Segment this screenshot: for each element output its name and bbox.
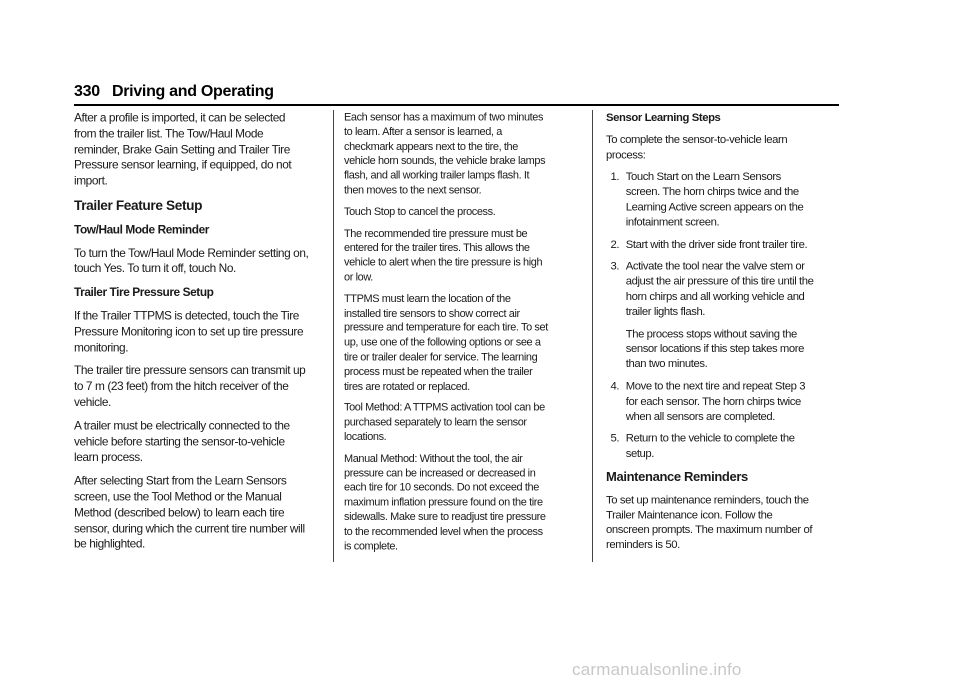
step-number: 4. — [610, 379, 620, 393]
column-left — [74, 110, 310, 560]
paragraph: The trailer tire pressure sensors can transmit up to 7 m (23 feet) from the hitch receiver of the vehicle. — [74, 364, 306, 409]
column-middle — [344, 110, 549, 560]
paragraph: After selecting Start from the Learn Sensors screen, use the Tool Method or the Manual Method (described below) to learn each tire sensor, during which the current tire number will be highlighted. — [74, 474, 305, 551]
list-item — [606, 379, 817, 424]
paragraph: Tool Method: A TTPMS activation tool can be purchased separately to learn the sensor locations. — [344, 401, 545, 443]
column-divider — [592, 110, 593, 562]
step-text: Touch Start on the Learn Sensors screen. The horn chirps twice and the Learning Active screen appears on the infotainment screen. — [625, 170, 804, 229]
list-item — [606, 431, 817, 461]
list-item — [606, 237, 817, 252]
step-number: 1. — [610, 170, 620, 183]
steps-list — [606, 169, 817, 461]
paragraph: Touch Stop to cancel the process. — [344, 205, 496, 218]
paragraph: To turn the Tow/Haul Mode Reminder setting on, touch Yes. To turn it off, touch No. — [74, 246, 309, 276]
paragraph: To complete the sensor-to-vehicle learn process: — [606, 133, 788, 161]
step-text: Move to the next tire and repeat Step 3 for each sensor. The horn chirps twice when all sensors are completed. — [625, 379, 806, 423]
page-number: 330 — [74, 83, 100, 100]
heading-maintenance-reminders: Maintenance Reminders — [606, 470, 748, 485]
step-note: The process stops without saving the sensor locations if this step takes more than two minutes. — [625, 327, 805, 370]
column-divider — [333, 110, 334, 562]
subheading-tow-haul: Tow/Haul Mode Reminder — [74, 222, 209, 237]
paragraph: After a profile is imported, it can be selected from the trailer list. The Tow/Haul Mode reminder, Brake Gain Setting and Trailer Tire Pressure sensor learning, if equipped, do not import. — [74, 110, 292, 188]
step-text: Return to the vehicle to complete the setup. — [625, 431, 795, 460]
column-right — [606, 110, 817, 560]
paragraph: Each sensor has a maximum of two minutes to learn. After a sensor is learned, a checkmark appears next to the tire, the vehicle horn sounds, the vehicle brake lamps flash, and all working trailer lamps flash. It then moves to the next sensor. — [344, 110, 546, 197]
paragraph: To set up maintenance reminders, touch the Trailer Maintenance icon. Follow the onscreen prompts. The maximum number of reminders is 50. — [606, 493, 813, 551]
paragraph: TTPMS must learn the location of the installed tire sensors to show correct air pressure and temperature for each tire. To set up, use one of the following options or see a tire or trailer dealer for service. The learning process must be repeated when the trailer tires are rotated or replaced. — [344, 292, 548, 393]
step-number: 3. — [610, 259, 620, 273]
subheading-sensor-learning-steps: Sensor Learning Steps — [606, 110, 721, 124]
heading-trailer-feature-setup: Trailer Feature Setup — [74, 198, 203, 214]
step-number: 2. — [610, 237, 620, 251]
section-title: Driving and Operating — [112, 83, 274, 100]
list-item — [606, 169, 817, 229]
step-number: 5. — [610, 431, 620, 445]
paragraph: The recommended tire pressure must be entered for the trailer tires. This allows the vehicle to alert when the tire pressure is high or low. — [344, 226, 543, 283]
step-text: Start with the driver side front trailer tire. — [625, 237, 808, 251]
paragraph: Manual Method: Without the tool, the air pressure can be increased or decreased in each tire for 10 seconds. Do not exceed the maximum inflation pressure found on the tire sidewalls. Make sure to readjust tire pressure to the recommended level when the process is complete. — [344, 452, 546, 552]
watermark-logo: carmanualsonline.info — [572, 660, 742, 679]
subheading-tire-pressure-setup: Trailer Tire Pressure Setup — [74, 285, 214, 299]
paragraph: A trailer must be electrically connected to the vehicle before starting the sensor-to-vehicle learn process. — [74, 419, 290, 464]
step-text: Activate the tool near the valve stem or adjust the air pressure of this tire until the horn chirps and all working vehicle and trailer lights flash. — [625, 259, 814, 318]
paragraph: If the Trailer TTPMS is detected, touch the Tire Pressure Monitoring icon to set up tire pressure monitoring. — [74, 308, 304, 354]
list-item — [606, 259, 817, 372]
page-header — [74, 80, 839, 106]
